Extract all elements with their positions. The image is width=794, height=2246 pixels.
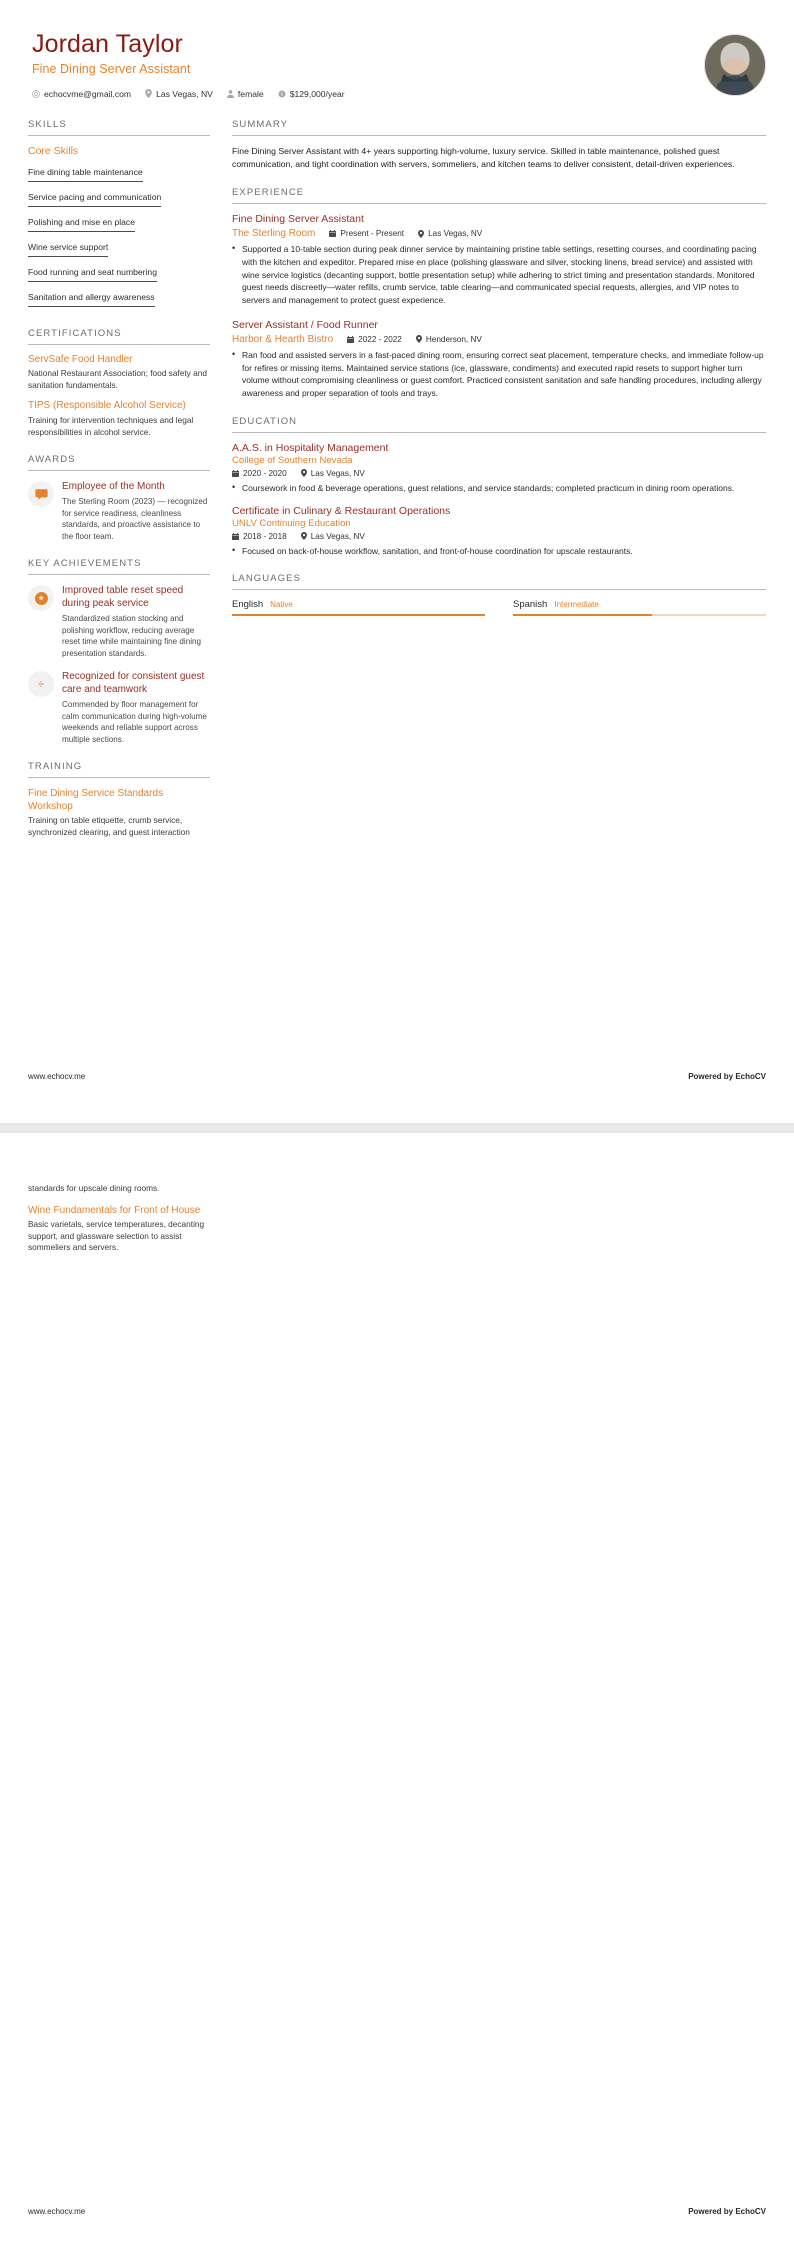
skill-item-label: Fine dining table maintenance — [28, 167, 143, 182]
job-title: Fine Dining Server Assistant — [32, 61, 191, 76]
person-icon — [227, 90, 234, 98]
avatar — [704, 34, 766, 96]
list-item: • Supported a 10-table section during peak dinner service by maintaining pristine table settings, resetting courses, and coordinating pacing with the kitchen and expeditor. Prepared mise en place (polishing glassware and silver, stocking linens, bread service) and assisted with wine service logistics (decanting support, bottle presentation setup) while adhering to strict timing and presentation standards. Monitored guest needs discreetly—water refills, crumb service, table clearing—and communicated special requests, allergies, and VIP notes to servers and management to protect guest experience. — [232, 243, 766, 307]
division-glyph: ÷ — [37, 677, 45, 692]
language-level: Native — [270, 600, 293, 610]
contact-gender-text: female — [237, 88, 264, 99]
section-title-training: TRAINING — [28, 761, 83, 772]
list-item — [28, 287, 210, 312]
resume-header — [28, 30, 766, 99]
language-item — [513, 599, 766, 616]
footer-powered: Powered by EchoCV — [688, 1072, 766, 1081]
section-training — [28, 761, 210, 839]
training-title: Wine Fundamentals for Front of House — [28, 1204, 201, 1216]
education-school: College of Southern Nevada — [232, 454, 353, 466]
skill-item-label: Service pacing and communication — [28, 192, 161, 207]
contact-salary — [278, 89, 345, 99]
language-progress-bar — [513, 614, 766, 616]
location-pin-icon — [418, 230, 424, 238]
education-degree: Certificate in Culinary & Restaurant Operations — [232, 504, 451, 517]
section-title-summary: SUMMARY — [232, 118, 289, 130]
contact-gender — [227, 89, 264, 99]
divider — [232, 135, 766, 136]
main-column — [232, 119, 766, 633]
skill-item-label: Food running and seat numbering — [28, 267, 157, 282]
section-title-skills: SKILLS — [28, 118, 67, 130]
divider — [28, 574, 210, 575]
section-experience — [232, 187, 766, 400]
achievement-title: Recognized for consistent guest care and teamwork — [62, 671, 205, 696]
education-location — [301, 469, 365, 478]
list-item — [28, 584, 210, 659]
footer-site[interactable]: www.echocv.me — [28, 2207, 86, 2216]
divider — [28, 470, 210, 471]
division-sign-icon — [28, 671, 54, 697]
location-pin-icon — [416, 335, 422, 343]
badge-dot-inner — [35, 592, 48, 605]
education-location-text: Las Vegas, NV — [310, 468, 365, 478]
list-item — [28, 1204, 210, 1254]
education-school: UNLV Continuing Education — [232, 517, 351, 529]
footer-powered: Powered by EchoCV — [688, 2207, 766, 2216]
experience-dates — [347, 335, 402, 344]
section-title-key-achievements: KEY ACHIEVEMENTS — [28, 558, 142, 570]
education-item — [232, 442, 766, 495]
section-title-awards: AWARDS — [28, 454, 76, 466]
education-bullets — [232, 482, 766, 495]
education-dates-text: 2018 - 2018 — [243, 531, 287, 541]
calendar-icon — [232, 470, 239, 477]
experience-location — [416, 335, 482, 344]
education-bullets — [232, 545, 766, 558]
location-pin-icon — [301, 532, 307, 540]
page-separator — [0, 1123, 794, 1133]
list-item — [28, 237, 210, 262]
experience-dates — [329, 229, 404, 238]
contact-location — [145, 89, 213, 99]
experience-location-text: Las Vegas, NV — [428, 229, 483, 239]
location-pin-icon — [145, 89, 152, 98]
footer-site[interactable]: www.echocv.me — [28, 1072, 86, 1081]
achievement-desc: Commended by floor management for calm communication during high-volume weekends and reliable support across multiple sections. — [62, 700, 207, 744]
contact-email[interactable] — [32, 89, 131, 99]
section-awards — [28, 454, 210, 542]
list-item — [28, 262, 210, 287]
section-training-continued — [28, 1183, 210, 1254]
section-education — [232, 416, 766, 558]
experience-location-text: Henderson, NV — [425, 334, 482, 344]
education-dates — [232, 469, 287, 478]
section-title-certifications: CERTIFICATIONS — [28, 327, 122, 339]
experience-role: Fine Dining Server Assistant — [232, 213, 364, 226]
list-item — [28, 162, 210, 187]
training-desc-continued: standards for upscale dining rooms. — [28, 1183, 160, 1193]
contact-row — [32, 89, 345, 99]
location-pin-icon — [301, 469, 307, 477]
certification-name: TIPS (Responsible Alcohol Service) — [28, 400, 186, 412]
summary-text: Fine Dining Server Assistant with 4+ years supporting high-volume, luxury service. Skilled in table maintenance, polished guest communication, and tight coordination with servers, sommeliers, and kitchen teams to deliver consistent, detail-driven experiences. — [232, 145, 735, 169]
section-title-experience: EXPERIENCE — [232, 187, 305, 199]
language-progress-bar — [232, 614, 485, 616]
education-dates — [232, 532, 287, 541]
list-item: • Focused on back-of-house workflow, sanitation, and front-of-house coordination for upscale restaurants. — [232, 545, 766, 558]
experience-bullets — [232, 243, 766, 307]
section-key-achievements — [28, 558, 210, 745]
certification-name: ServSafe Food Handler — [28, 353, 133, 365]
experience-bullets — [232, 349, 766, 400]
experience-company: Harbor & Hearth Bistro — [232, 333, 334, 345]
divider — [232, 589, 766, 590]
calendar-icon — [329, 230, 336, 237]
education-dates-text: 2020 - 2020 — [243, 468, 287, 478]
sidebar — [28, 119, 210, 855]
training-desc: Basic varietals, service temperatures, decanting support, and glassware selection to assist sommeliers and servers. — [28, 1218, 205, 1253]
experience-dates-text: 2022 - 2022 — [358, 334, 402, 344]
calendar-icon — [347, 336, 354, 343]
list-item: • Ran food and assisted servers in a fast-paced dining room, ensuring correct seat placement, temperature checks, and immediate follow-up for refires or missing items. Maintained service stations (ice, glassware, condiments) and executed rapid resets to support higher turn volume without compromising cleanliness or guest comfort. Practiced consistent sanitation and safe handling procedures, including allergy awareness and proper separation of tools and trays. — [232, 349, 766, 400]
list-item — [28, 354, 210, 392]
sidebar-continued — [28, 1183, 210, 1270]
contact-location-text: Las Vegas, NV — [156, 88, 213, 99]
achievement-desc: Standardized station stocking and polishing workflow, reducing average reset time while maintaining fine dining presentation standards. — [62, 614, 202, 658]
divider — [232, 203, 766, 204]
skill-item-label: Wine service support — [28, 242, 108, 257]
calendar-icon — [232, 533, 239, 540]
list-item — [28, 670, 210, 745]
language-level: Intermediate — [554, 600, 599, 610]
section-skills — [28, 119, 210, 312]
experience-dates-text: Present - Present — [340, 229, 405, 239]
divider — [232, 432, 766, 433]
experience-role: Server Assistant / Food Runner — [232, 318, 378, 331]
divider — [28, 344, 210, 345]
education-location-text: Las Vegas, NV — [310, 531, 365, 541]
list-item: • Coursework in food & beverage operations, guest relations, and service standards; completed practicum in dining room operations. — [232, 482, 766, 495]
education-item — [232, 505, 766, 558]
list-item — [28, 400, 210, 438]
section-title-education: EDUCATION — [232, 415, 298, 427]
section-certifications — [28, 328, 210, 438]
skill-item-label: Sanitation and allergy awareness — [28, 292, 155, 307]
certification-desc: Training for intervention techniques and legal responsibilities in alcohol service. — [28, 414, 194, 437]
skill-group-title: Core Skills — [28, 144, 79, 157]
list-item — [28, 187, 210, 212]
section-summary — [232, 119, 766, 171]
experience-item — [232, 213, 766, 307]
list-item — [28, 480, 210, 542]
certification-desc: National Restaurant Association; food safety and sanitation fundamentals. — [28, 368, 207, 390]
divider — [28, 135, 210, 136]
page-footer — [28, 2201, 766, 2216]
resume-page-2 — [0, 1133, 794, 2246]
experience-company: The Sterling Room — [232, 228, 316, 240]
training-desc: Training on table etiquette, crumb service, synchronized clearing, and guest interaction — [28, 815, 190, 837]
contact-salary-text: $129,000/year — [289, 88, 345, 99]
badge-dot-icon — [28, 585, 54, 611]
language-name: Spanish — [513, 599, 548, 611]
award-desc: The Sterling Room (2023) — recognized for service readiness, cleanliness standards, and proactive assistance to the floor team. — [62, 497, 208, 541]
experience-item — [232, 319, 766, 400]
language-name: English — [232, 599, 264, 611]
award-title: Employee of the Month — [62, 481, 165, 493]
email-icon — [32, 90, 40, 98]
list-item — [28, 787, 210, 839]
achievement-title: Improved table reset speed during peak service — [62, 585, 184, 610]
contact-email-text: echocvme@gmail.com — [44, 88, 132, 99]
comment-bubble-icon — [28, 481, 54, 507]
divider — [28, 777, 210, 778]
page-title: Jordan Taylor — [32, 30, 183, 58]
language-item — [232, 599, 485, 616]
skill-item-label: Polishing and mise en place — [28, 217, 135, 232]
section-languages — [232, 573, 766, 616]
info-icon — [278, 90, 286, 98]
language-progress-fill — [513, 614, 652, 616]
page-footer — [28, 1066, 766, 1081]
section-title-languages: LANGUAGES — [232, 573, 302, 585]
education-location — [301, 532, 365, 541]
language-progress-fill — [232, 614, 485, 616]
header-identity — [32, 30, 345, 99]
list-item — [28, 212, 210, 237]
experience-location — [418, 229, 482, 238]
education-degree: A.A.S. in Hospitality Management — [232, 441, 389, 454]
training-title: Fine Dining Service Standards Workshop — [28, 788, 164, 812]
